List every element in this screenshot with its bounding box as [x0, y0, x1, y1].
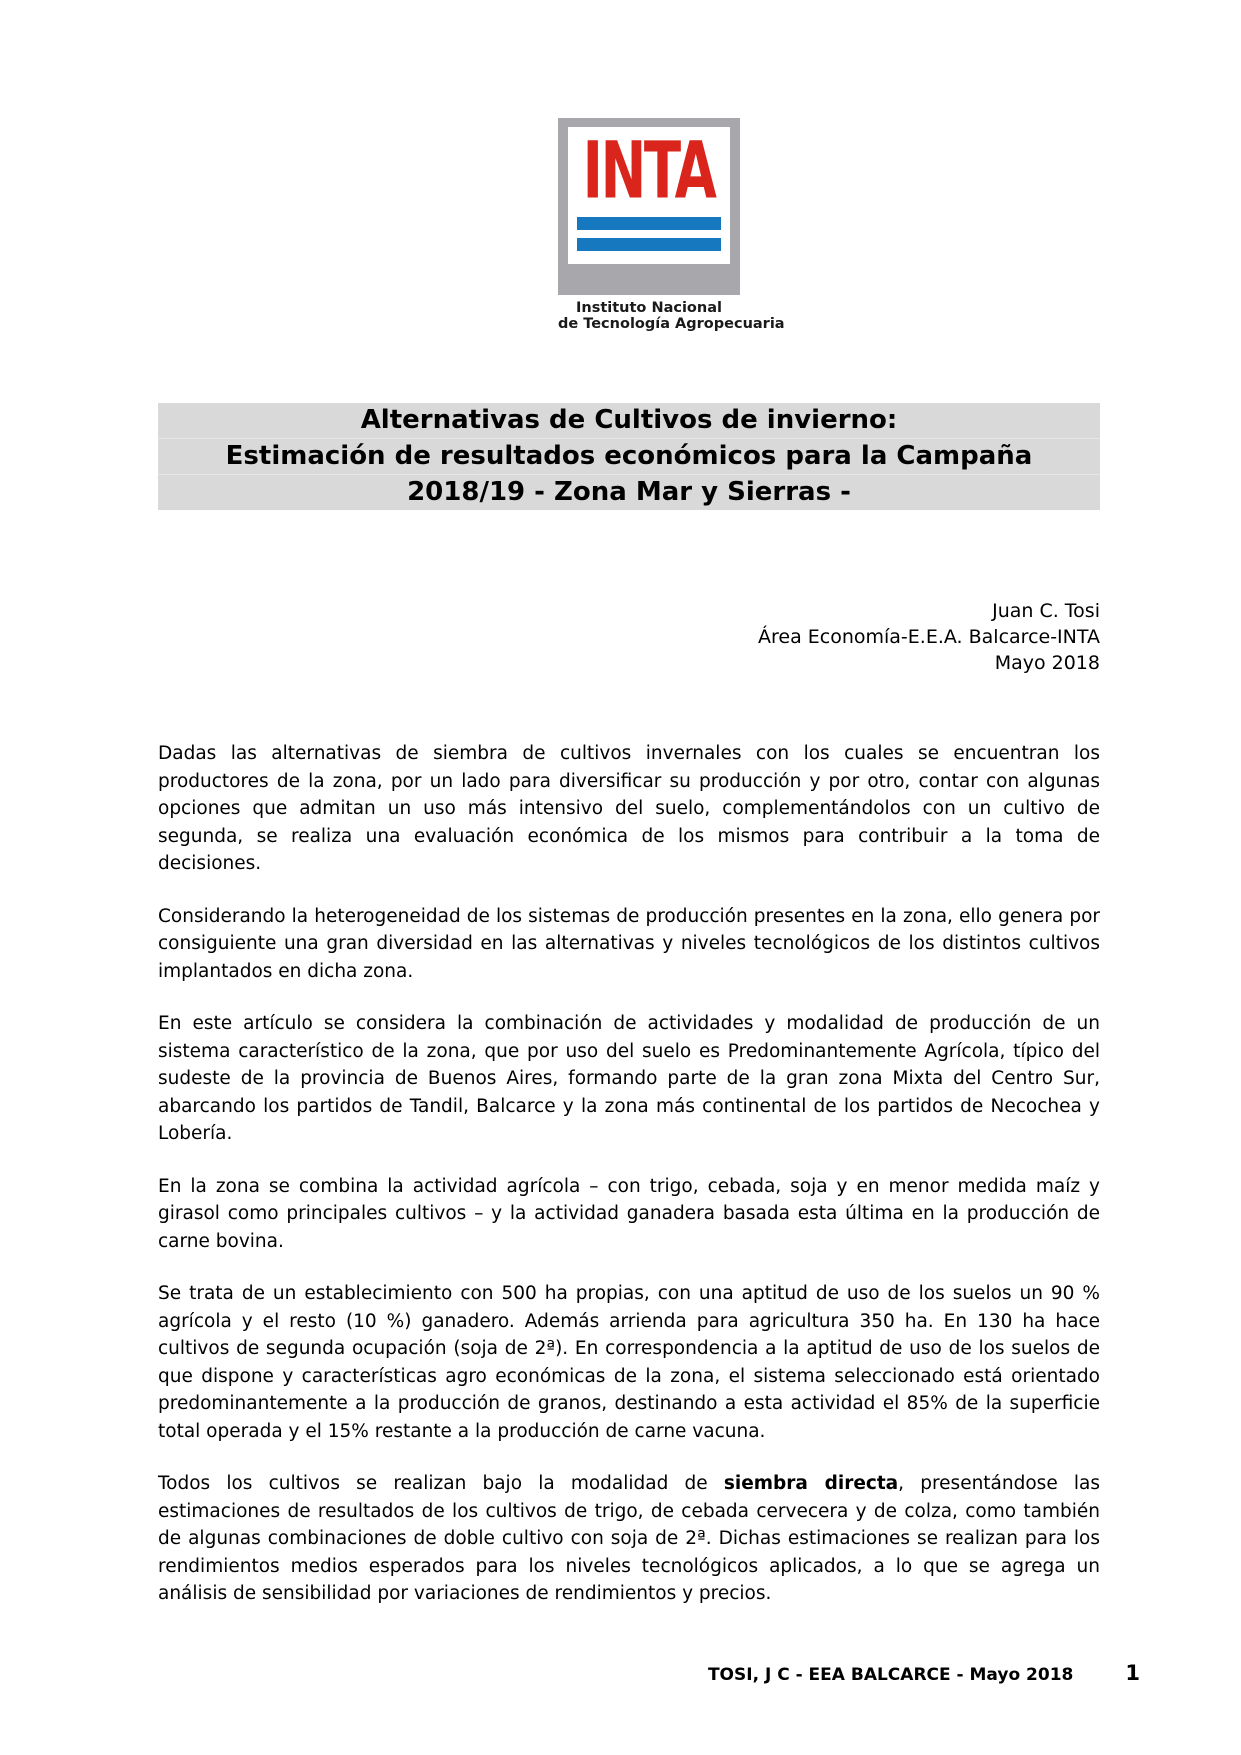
inta-caption-line2: de Tecnología Agropecuaria: [558, 316, 785, 332]
footer-citation: TOSI, J C - EEA BALCARCE - Mayo 2018: [707, 1665, 1074, 1685]
inta-logo-frame: [558, 118, 740, 295]
inta-logo-caption: [558, 300, 785, 332]
byline-affiliation: Área Economía-E.E.A. Balcarce-INTA: [758, 626, 1100, 648]
body-paragraph-6: [158, 1470, 1100, 1608]
byline: [158, 598, 1100, 676]
paragraph-6-bold: siembra directa: [723, 1473, 899, 1494]
paragraph-6-post: , presentándose las estimaciones de resultados de los cultivos de trigo, de cebada cervecera y de colza, como también de algunas combinaciones de doble cultivo con soja de 2ª. Dichas estimaciones se realizan para los rendimientos medios esperados para los niveles tecnológicos aplicados, a lo que se agrega un análisis de sensibilidad por variaciones de rendimientos y precios.: [158, 1473, 1100, 1604]
paragraph-6-pre: Todos los cultivos se realizan bajo la modalidad de: [158, 1473, 724, 1494]
body-paragraph-5: Se trata de un establecimiento con 500 ha propias, con una aptitud de uso de los suelos un 90 % agrícola y el resto (10 %) ganadero. Además arrienda para agricultura 350 ha. En 130 ha hace cultivos de segunda ocupación (soja de 2ª). En correspondencia a la aptitud de uso de los suelos de que dispone y características agro económicas de la zona, el sistema seleccionado está orientado predominantemente a la producción de granos, destinando a esta actividad el 85% de la superficie total operada y el 15% restante a la producción de carne vacuna.: [158, 1283, 1100, 1442]
inta-logo-blue-bar-bottom: [577, 238, 721, 251]
body-paragraph-1: Dadas las alternativas de siembra de cultivos invernales con los cuales se encuentran los productores de la zona, por un lado para diversificar su producción y por otro, contar con algunas opciones que admitan un uso más intensivo del suelo, complementándolos con un cultivo de segunda, se realiza una evaluación económica de los mismos para contribuir a la toma de decisiones.: [158, 743, 1100, 874]
body-paragraph-2: Considerando la heterogeneidad de los sistemas de producción presentes en la zona, ello genera por consiguiente una gran diversidad en las alternativas y niveles tecnológicos de los distintos cultivos implantados en dicha zona.: [158, 905, 1100, 982]
byline-author: Juan C. Tosi: [992, 600, 1100, 622]
inta-logo-wordmark: INTA: [583, 124, 715, 217]
inta-logo-block: [558, 118, 785, 332]
title-line-2: Estimación de resultados económicos para la Campaña: [158, 439, 1100, 475]
body-text: [158, 740, 1100, 1608]
body-paragraph-3: En este artículo se considera la combinación de actividades y modalidad de producción de un sistema característico de la zona, que por uso del suelo es Predominantemente Agrícola, típico del sudeste de la provincia de Buenos Aires, formando parte de la gran zona Mixta del Centro Sur, abarcando los partidos de Tandil, Balcarce y la zona más continental de los partidos de Necochea y Lobería.: [158, 1013, 1100, 1144]
document-title: [158, 403, 1100, 510]
title-line-3: 2018/19 - Zona Mar y Sierras -: [158, 475, 1100, 510]
inta-caption-line1: Instituto Nacional: [576, 300, 722, 316]
byline-date: Mayo 2018: [994, 652, 1100, 674]
body-paragraph-4: En la zona se combina la actividad agrícola – con trigo, cebada, soja y en menor medida maíz y girasol como principales cultivos – y la actividad ganadera basada esta última en la producción de carne bovina.: [158, 1175, 1100, 1252]
footer-page-number: 1: [1125, 1661, 1140, 1685]
page-footer: [158, 1661, 1140, 1685]
inta-logo-inner: [568, 124, 730, 264]
title-line-1: Alternativas de Cultivos de invierno:: [158, 403, 1100, 439]
